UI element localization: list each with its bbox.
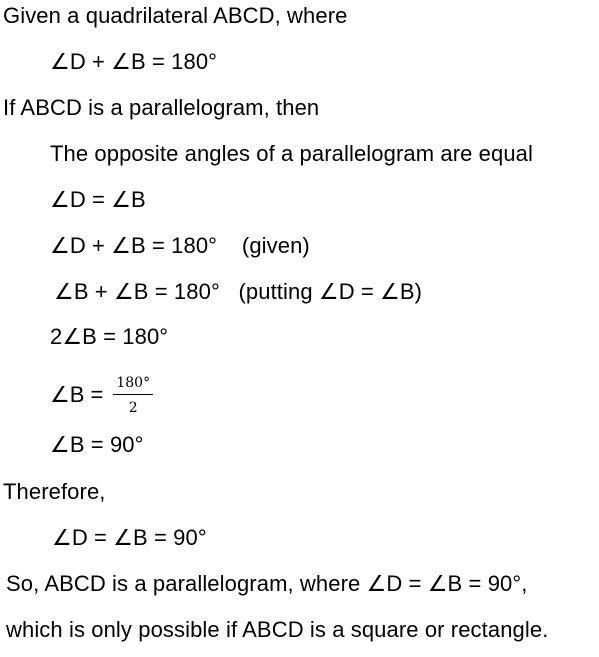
equation-double-b: 2∠B = 180°: [50, 324, 169, 349]
fraction-numerator: 180°: [113, 375, 153, 395]
fraction: [113, 375, 153, 416]
fraction-lhs: ∠B =: [50, 382, 104, 407]
fraction-equation: [50, 370, 153, 420]
equation-d-equals-b: ∠D = ∠B: [50, 187, 146, 212]
given-statement: Given a quadrilateral ABCD, where: [3, 3, 348, 28]
conclusion-line-1: So, ABCD is a parallelogram, where ∠D = ∠B = 90°,: [6, 571, 528, 596]
equation-substitution: ∠B + ∠B = 180° (putting ∠D = ∠B): [54, 279, 423, 304]
equation-final: ∠D = ∠B = 90°: [52, 525, 207, 550]
opposite-angles-property: The opposite angles of a parallelogram are equal: [50, 141, 533, 166]
conclusion-line-2: which is only possible if ABCD is a square or rectangle.: [6, 617, 549, 642]
therefore-label: Therefore,: [3, 479, 106, 504]
equation-b-result: ∠B = 90°: [50, 432, 144, 457]
equation-given-sum: ∠D + ∠B = 180° (given): [50, 233, 310, 258]
given-equation: ∠D + ∠B = 180°: [50, 49, 218, 74]
fraction-denominator: 2: [128, 399, 138, 416]
parallelogram-assumption: If ABCD is a parallelogram, then: [3, 95, 320, 120]
